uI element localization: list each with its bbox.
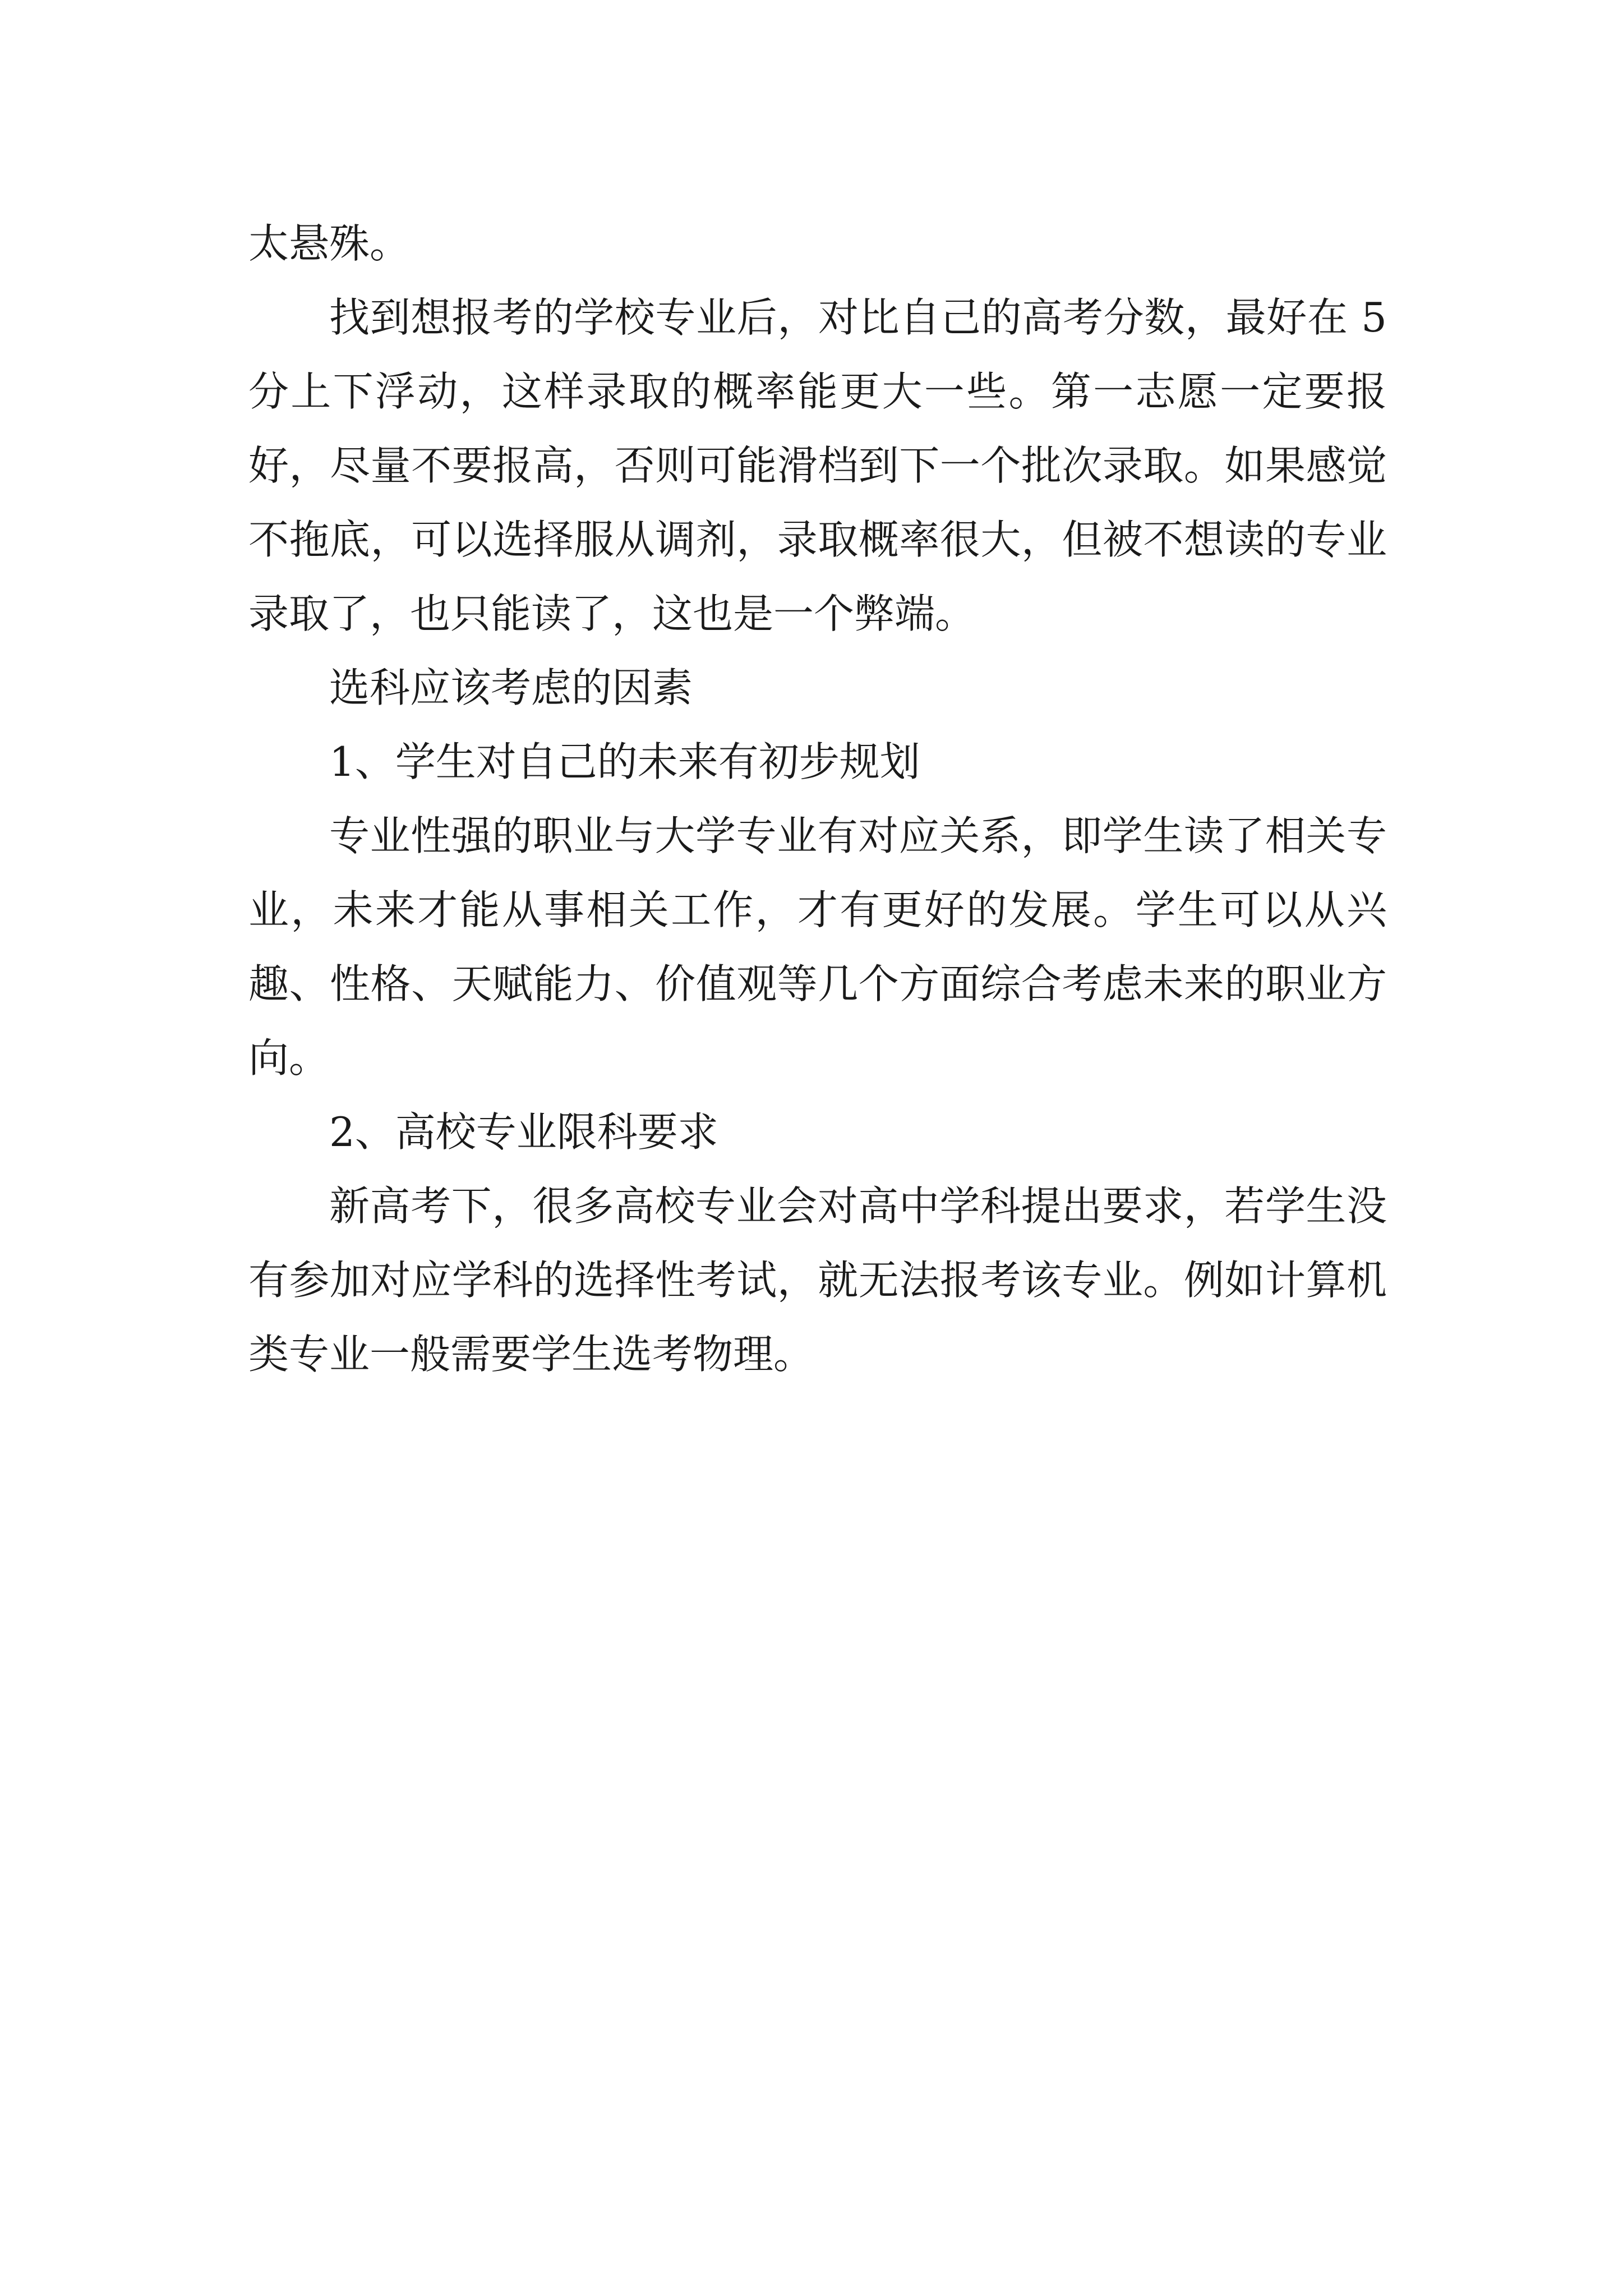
document-body bbox=[248, 206, 1387, 1391]
subheading-subject-requirements: 2、高校专业限科要求 bbox=[329, 1108, 718, 1156]
subheading-career-planning: 1、学生对自己的未来有初步规划 bbox=[329, 738, 920, 785]
paragraph-score-advice: 找到想报考的学校专业后，对比自己的高考分数，最好在 5 分上下浮动，这样录取的概率能更大一些。第一志愿一定要报好，尽量不要报高，否则可能滑档到下一个批次录取。如果感觉不拖底，可以选择服从调剂，录取概率很大，但被不想读的专业录取了，也只能读了，这也是一个弊端。 bbox=[248, 294, 1387, 637]
section-heading-subject-selection: 选科应该考虑的因素 bbox=[329, 664, 693, 711]
paragraph-career-planning: 专业性强的职业与大学专业有对应关系，即学生读了相关专业，未来才能从事相关工作，才有更好的发展。学生可以从兴趣、性格、天赋能力、价值观等几个方面综合考虑未来的职业方向。 bbox=[248, 812, 1387, 1082]
paragraph-subject-requirements: 新高考下，很多高校专业会对高中学科提出要求，若学生没有参加对应学科的选择性考试，就无法报考该专业。例如计算机类专业一般需要学生选考物理。 bbox=[248, 1182, 1387, 1378]
paragraph-continuation: 太悬殊。 bbox=[248, 220, 411, 267]
